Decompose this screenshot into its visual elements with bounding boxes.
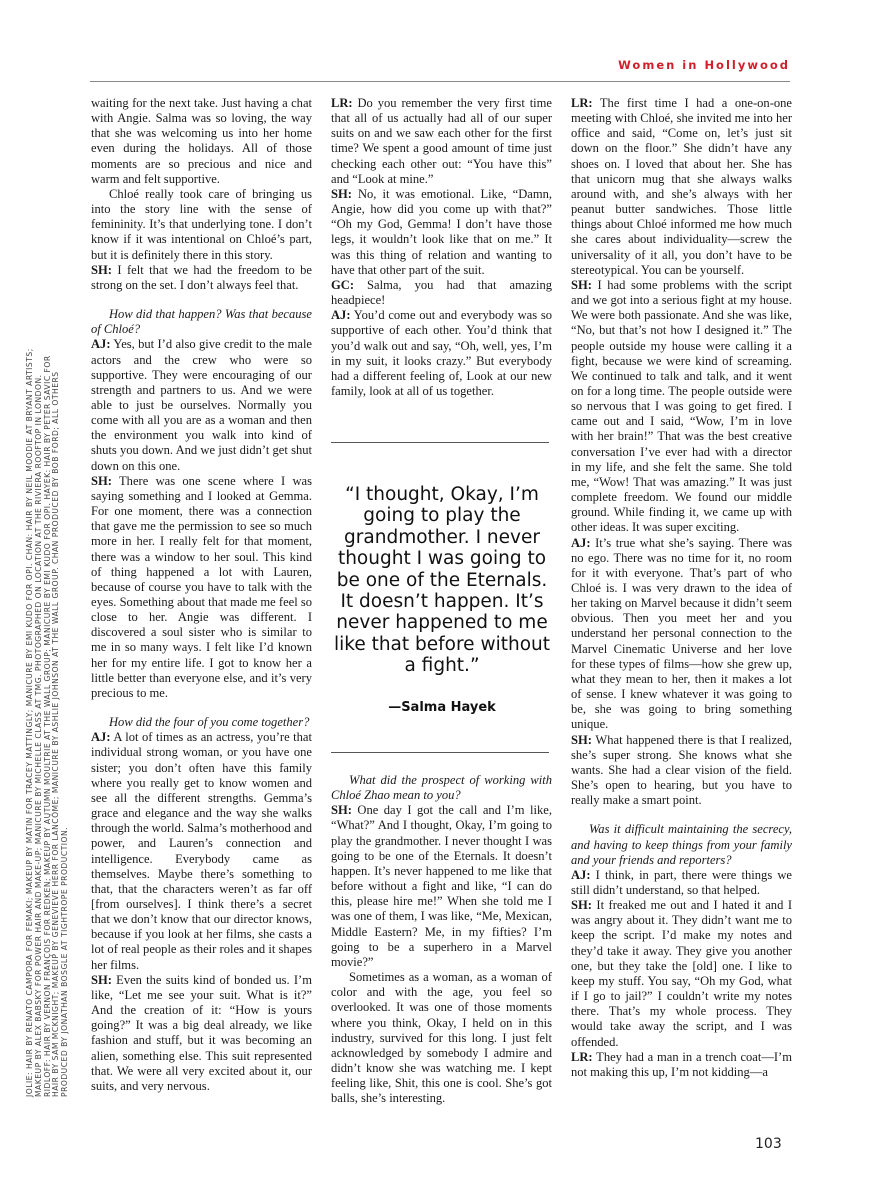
speaker-label: AJ: — [571, 535, 591, 550]
speaker-label: SH: — [571, 898, 592, 913]
speaker-label: LR: — [571, 1049, 593, 1064]
speaker-label: SH: — [571, 277, 592, 292]
paragraph — [331, 308, 552, 399]
speaker-label: AJ: — [91, 730, 111, 745]
paragraph — [331, 187, 552, 278]
speaker-text: I think, in part, there were things we still didn’t understand, so that helped. — [571, 867, 792, 897]
paragraph — [571, 1050, 792, 1080]
article-column-3 — [571, 96, 792, 1080]
paragraph — [91, 474, 312, 701]
pull-quote-rule-bottom — [331, 752, 549, 753]
interview-question: Was it difficult maintaining the secrecy, and having to keep things from your family and your friends and reporters? — [571, 822, 792, 867]
speaker-label: AJ: — [91, 337, 111, 352]
paragraph — [571, 868, 792, 898]
pull-quote-attribution: —Salma Hayek — [388, 700, 496, 715]
speaker-label: SH: — [91, 972, 112, 987]
paragraph: Chloé really took care of bringing us into the story line with the sense of femininity. It’s that underlying tone. I don’t know if it was intentional on Chloé’s part, but it is definitely there in this story. — [91, 186, 312, 262]
header-rule — [90, 81, 790, 82]
pull-quote-rule-top — [331, 442, 549, 443]
paragraph — [331, 803, 552, 970]
speaker-label: AJ: — [571, 867, 591, 882]
paragraph — [571, 96, 792, 278]
speaker-label: SH: — [571, 732, 592, 747]
speaker-text: Do you remember the very first time that all of us actually had all of our super suits on and we saw each other for the first time? We spent a good amount of time just checking each other out: “You have this” and “Look at mine.” — [331, 96, 552, 186]
speaker-label: SH: — [91, 473, 112, 488]
speaker-text: Even the suits kind of bonded us. I’m like, “Let me see your suit. What is it?” And the creation of it: “How is yours going?” It was a big deal already, we like fashion and stuff, but it was becoming an alien, something else. This suit represented that. We were all very excited about it, our suits, and very nervous. — [91, 972, 312, 1093]
interview-question: How did the four of you come together? — [109, 715, 310, 730]
speaker-text: They had a man in a trench coat—I’m not making this up, I’m not kidding—a — [571, 1049, 792, 1079]
speaker-label: GC: — [331, 277, 354, 292]
speaker-label: LR: — [331, 96, 353, 110]
interview-question: How did that happen? Was that because of Chloé? — [91, 307, 312, 337]
speaker-label: AJ: — [331, 308, 351, 323]
interview-question: What did the prospect of working with Chloé Zhao mean to you? — [331, 773, 552, 803]
paragraph — [571, 536, 792, 733]
paragraph: waiting for the next take. Just having a chat with Angie. Salma was so loving, the way that she was welcoming us into her home even during the holidays. All of those moments are so precious and nice and warm and felt supportive. — [91, 96, 312, 186]
speaker-text: The first time I had a one-on-one meeting with Chloé, she invited me into her office and said, “Come on, let’s just sit down on the floor.” She didn’t have any shoes on. I loved that about her. She has that unicorn mug that she always walks around with, and she’s always with her peanut butter sandwiches. Those little things about Chloé informed me how much she cares about individuality—screw the universality of it all, you don’t have to be stereotypical. You can be yourself. — [571, 96, 792, 277]
speaker-text: What happened there is that I realized, she’s super strong. She knows what she wants. She had a clear vision of the field. She’s open to hearing, but you have to really make a smart point. — [571, 732, 792, 808]
speaker-text: There was one scene where I was saying something and I looked at Gemma. For one moment, there was a connection that gave me the permission to see so much more in her. I really felt for that moment, there was a window to her soul. This kind of thing happened a lot with Lauren, because of course you have to talk with the eyes. Something about that made me feel so close to her. Angie was different. I discovered a soul sister who is similar to me in so many ways. I felt like I’d known her for my entire life. I got to know her a little better than everyone else, and it’s very precious to me. — [91, 473, 312, 700]
speaker-text: No, it was emotional. Like, “Damn, Angie, how did you come up with that?” “Oh my God, Gemma! I don’t have those legs, it wouldn’t look like that on me.” It was this thing of relation and wanting to have that other part of the suit. — [331, 186, 552, 277]
speaker-label: SH: — [91, 262, 112, 277]
paragraph — [571, 278, 792, 536]
speaker-text: It’s true what she’s saying. There was no ego. There was no time for it, no room for it with everyone. That’s part of who Chloé is. I was very drawn to the idea of her taking on Marvel because it didn’t seem obvious. Then you meet her and you understand her personal connection to the Marvel Cinematic Universe and her love for these types of films—how she grew up, what they mean to her, then it makes a lot of sense. I knew whatever it was going to be, she was going to bring something unique. — [571, 535, 792, 732]
speaker-text: Yes, but I’d also give credit to the male actors and the crew who were so supportive. They were encouraging of our strength and partners to us. And we were able to just be ourselves. Normally you come with all you are as a woman and then the environment you walk into kind of shuts you down. And we just didn’t get shut down on this one. — [91, 337, 312, 473]
pull-quote: “I thought, Okay, I’m going to play the grandmother. I never thought I was going to be one of the Eternals. It doesn’t happen. It’s never happened to me like that before without a fight.” — [333, 484, 550, 677]
paragraph: Sometimes as a woman, as a woman of color and with the age, you feel so overlooked. It was one of those moments where you think, Okay, I held on in this industry, survived for this long. I just felt acknowledged by somebody I admire and didn’t know she was watching me. I kept feeling like, Shit, this one is cool. She’s got balls, she’s interesting. — [331, 970, 552, 1106]
speaker-text: You’d come out and everybody was so supportive of each other. You’d think that you’d walk out and say, “Oh, well, yes, I’m in my suit, it looks crazy.” But everybody had a different feeling of, Look at our new family, look at all of us together. — [331, 308, 552, 398]
paragraph — [91, 337, 312, 473]
speaker-text: One day I got the call and I’m like, “What?” And I thought, Okay, I’m going to play the grandmother. I never thought I was going to be one of the Eternals. It doesn’t happen. It’s never happened to me like that before without a fight and like, “I can do this, please hire me!” When she told me I was one of them, I was like, “Me, Mexican, Middle Eastern? Me, in my fifties? I’m going to be a superhero in a Marvel movie?” — [331, 803, 552, 969]
speaker-text: Salma, you had that amazing headpiece! — [331, 277, 552, 308]
paragraph — [91, 730, 312, 973]
paragraph — [91, 973, 312, 1094]
section-tag: Women in Hollywood — [618, 58, 790, 72]
paragraph — [331, 278, 552, 308]
speaker-label: SH: — [331, 186, 352, 201]
paragraph — [91, 263, 312, 293]
page-number: 103 — [755, 1136, 782, 1152]
paragraph — [571, 733, 792, 809]
article-column-1 — [91, 96, 312, 1094]
speaker-text: It freaked me out and I hated it and I was angry about it. They didn’t want me to keep the script. I’d make my notes and they’d take it away. They give you another one, but they take the [old] one. I like to keep my stuff. You say, “Oh my God, what if I go to jail?” I couldn’t write my notes there. That’s my whole process. They would take away the script, and I was offended. — [571, 898, 792, 1049]
speaker-text: I had some problems with the script and we got into a serious fight at my house. We were both passionate. And she was like, “No, but that’s not how I designed it.” The people outside my house were calling it a fight, because we were kind of screaming. We continued to talk and talk, and it went on for a long time. The people outside were so nervous that I was going to get fired. I came out and I said, “Wow, I’m in love with her brain!” That was the best creative conversation I’ve ever had with a director in my life, and she felt the same. She told me, “Wow! That was amazing.” It was just complete freedom. We found our middle ground. While finding it, we came up with other ideas. It was super exciting. — [571, 277, 792, 535]
speaker-text: I felt that we had the freedom to be strong on the set. I don’t always feel that. — [91, 262, 312, 292]
article-column-2-bottom — [331, 773, 552, 1106]
paragraph — [331, 96, 552, 187]
speaker-label: SH: — [331, 803, 352, 818]
article-column-2-top — [331, 96, 552, 399]
photo-credits: JOLIE: HAIR BY RENATO CAMPORA FOR FEMAKI; MAKEUP BY MATIN FOR TRACEY MATTINGLY; MANICURE BY EMI KUDO FOR OPI. CHAN: HAIR BY NEIL MOODIE AT BRYANT ARTISTS; MAKEUP BY ALEX BABSKY FOR POWER HAIR AND MAKE-UP; MANICURE BY MICHELLE CLASS AT TMG. PHOTOGRAPHED ON LOCATION AT THE RIVIERA ROOFTOP IN LONDON. RIDLOFF: HAIR BY VERNON FRANÇOIS FOR REDKEN; MAKEUP BY AUTUMN MOULTRIE AT THE WALL GROUP; MANICURE BY EMI KUDO FOR OPI. HAYEK: HAIR BY PETER SAVIC FOR HAIR BY SAM MCKNIGHT; MAKEUP BY GENEVIEVE HERR FOR LANCÔME; MANICURE BY ASHLIE JOHNSON AT THE WALL GROUP. CHAN PRODUCED BY BOB FORD; ALL OTHERS PRODUCED BY JONATHAN BOSGLE AT TIGHTROPE PRODUCTION. — [25, 348, 70, 1097]
paragraph — [571, 898, 792, 1050]
speaker-label: LR: — [571, 96, 593, 110]
speaker-text: A lot of times as an actress, you’re that individual strong woman, or you have one sister; you don’t often have this family where you really get to know women and see all the different strengths. Gemma’s grace and elegance and the way she walks through the world. Salma’s motherhood and power, and Lauren’s connection and intelligence. Everybody came as themselves. Maybe there’s something to that, that the characters weren’t as far off [from ourselves]. I think there’s a secret that we don’t know that our director knows, because if you look at her films, she casts a lot of real people as their roles and it shapes her films. — [91, 730, 312, 972]
